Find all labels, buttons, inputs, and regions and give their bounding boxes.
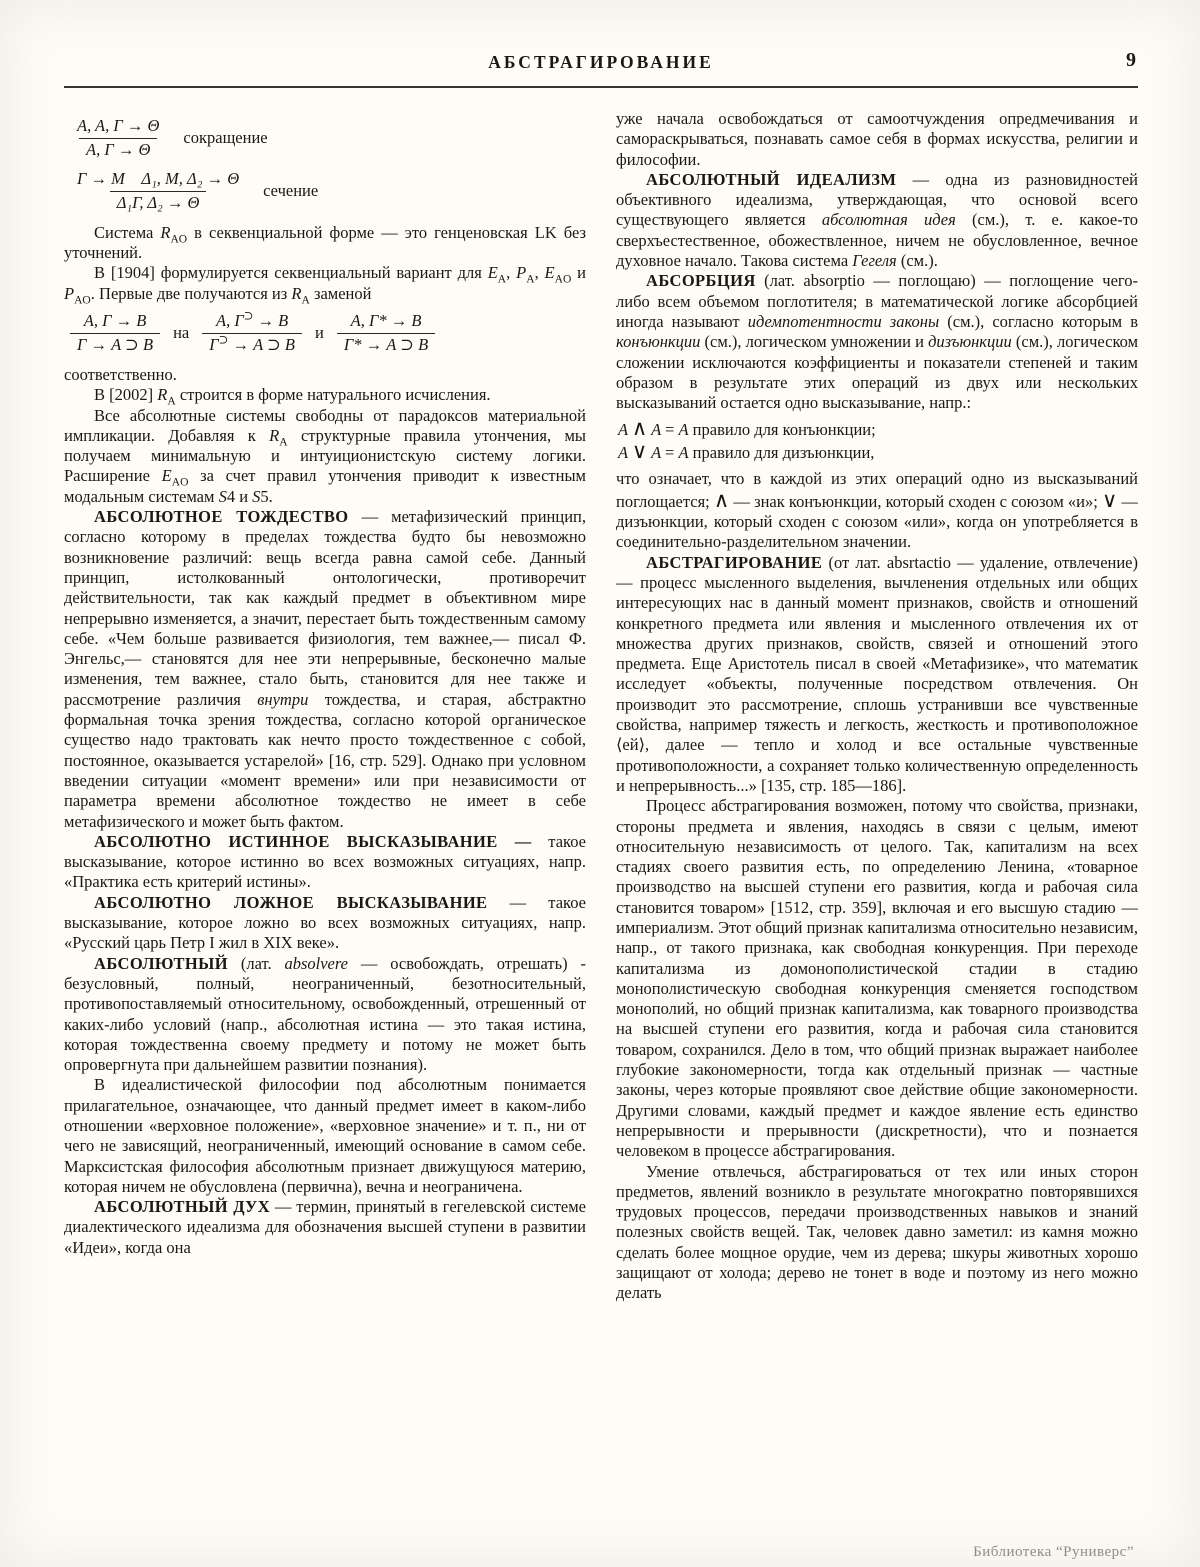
text-run: R <box>157 385 168 405</box>
fraction <box>70 117 166 160</box>
headword-text: АБСТРАГИРОВАНИЕ <box>646 552 823 572</box>
paragraph-abstraction-process <box>616 796 1138 1161</box>
text-run: A <box>678 443 689 463</box>
paragraph-absorption-meaning <box>616 469 1138 552</box>
text-run: правило для конъюнкции; <box>688 420 876 440</box>
text-run: A <box>647 420 666 440</box>
text-run: и <box>571 263 586 283</box>
text-run: Γ <box>209 335 219 355</box>
formula-connector: и <box>315 323 324 343</box>
text-run: A, Γ → Θ <box>86 139 151 159</box>
text-run: → B <box>253 311 289 331</box>
formula-connector: на <box>173 323 190 343</box>
text-run: A <box>618 443 632 463</box>
library-watermark: Библиотека “Руниверс” <box>973 1544 1134 1560</box>
text-run: за счет правил утончения приводит к известным модальным системам <box>64 466 586 506</box>
text-run: (лат. <box>227 953 285 973</box>
text-run: что означает, что в каждой из этих операций одно из высказываний поглощается; <box>616 469 1138 511</box>
text-run: заменой <box>309 283 372 303</box>
text-run: — такое высказывание, которое ложно во всех возможных ситуациях, напр. «Русский царь Петр I жил в XIX веке». <box>64 892 586 953</box>
text-run: = <box>665 420 679 440</box>
page-number: 9 <box>1126 49 1136 71</box>
paragraph-1904-variant <box>64 263 586 307</box>
formula-label: сокращение <box>183 128 268 148</box>
text-run: absolvere <box>284 953 348 973</box>
text-run: A <box>647 443 666 463</box>
entry-absolute-identity <box>64 507 586 832</box>
text-run: дизъюнкции <box>928 332 1012 352</box>
text-run: A <box>301 294 310 307</box>
text-run: (см.), т. е. какое-то сверхъестественное, обожествленное, ничем не обусловленное, вечное духовное начало. Такова система <box>616 210 1138 271</box>
text-run: E <box>544 263 555 283</box>
text-run: . Первые две получаются из <box>90 283 292 303</box>
text-run: В [2002] <box>94 385 158 405</box>
formula-contraction <box>70 117 586 160</box>
text-run: ∨ <box>631 439 648 464</box>
paragraph-idealism-absolute <box>64 1075 586 1197</box>
text-run: R <box>291 283 302 303</box>
fraction-denominator <box>70 333 160 355</box>
text-run: A <box>618 420 632 440</box>
text-run: = <box>665 443 679 463</box>
text-run: такое высказывание, которое истинно во всех возможных ситуациях, напр. «Практика есть критерий истины». <box>64 831 586 892</box>
equation-line <box>618 418 1138 441</box>
text-run: (см.). <box>896 251 938 271</box>
fraction-numerator <box>77 312 154 333</box>
text-run: AO <box>554 273 572 286</box>
text-run: AO <box>170 233 188 246</box>
text-run: 5. <box>260 486 273 506</box>
text-run: — термин, принятый в гегелевской системе диалектического идеализма для обозначения высшей ступени в развитии «Идеи», когда она <box>64 1197 586 1257</box>
text-run: (лат. absorptio — поглощаю) — поглощение чего-либо всем объемом поглотителя; в математической логике абсорбцией иногда называют <box>616 271 1138 331</box>
text-run: AO <box>74 294 91 307</box>
fraction-numerator <box>70 170 246 191</box>
text-run: E <box>487 263 498 283</box>
text-columns <box>64 109 1138 1541</box>
text-run: A, A, Γ → Θ <box>77 116 160 135</box>
text-run: правило для дизъюнкции, <box>688 443 875 463</box>
fraction <box>337 312 435 355</box>
text-run: (см.), логическом сложении исключаются коэффициенты и показатели степеней и таким образом в результате этих операций из двух или нескольких высказываний остается одно высказывание, напр.: <box>616 332 1138 413</box>
formula-label: сечение <box>263 181 319 201</box>
text-run: идемпотентности законы <box>747 311 940 331</box>
entry-absolute-idealism <box>616 170 1138 271</box>
entry-absolute <box>64 954 586 1076</box>
text-run: структурные правила утончения, мы получаем минимальную и интуиционистскую систему логики. Расширение <box>64 425 586 486</box>
headword-text: АБСОЛЮТНЫЙ ДУХ <box>94 1197 271 1217</box>
fraction <box>70 170 246 213</box>
headword-text: АБСОЛЮТНЫЙ <box>94 953 228 973</box>
text-run: A <box>497 273 507 286</box>
text-run: , <box>534 263 545 283</box>
text-run: R <box>160 222 171 242</box>
text-run: Гегеля <box>852 251 897 271</box>
text-run: P <box>64 283 75 303</box>
text-run: A <box>167 395 176 408</box>
formula-cut <box>70 170 586 213</box>
entry-absolutely-true-statement <box>64 832 586 893</box>
headword-text: АБСОЛЮТНО ЛОЖНОЕ ВЫСКАЗЫВАНИЕ <box>94 892 488 912</box>
entry-absolutely-false-statement <box>64 893 586 954</box>
text-run: A <box>279 436 288 449</box>
paragraph-abstraction-skill <box>616 1162 1138 1304</box>
fraction-denominator <box>202 333 302 355</box>
text-run: в секвенциальной форме — это генценовская LK без уточнений. <box>64 222 586 263</box>
text-run: (от лат. absrtactio — удаление, отвлечение) — процесс мысленного выделения, вычленения отдельных или общих интересующих нас в данный момент признаков, свойств и отношений конкретного предмета или явления и мысленного отвлечения их от множества других признаков, свойств, связей и отношений этого предмета. Еще Аристотель писал в своей «Метафизике», что математик исследует «объекты, полученные посредством отвлечения. Он производит это рассмотрение, сплошь устранивши все чувственные свойства, например тяжесть и легкость, жесткость и противоположное ⟨ей⟩, далее — тепло и холод и все остальные чувственные противоположности, а сохраняет только количественную определенность и непрерывность...» [135, стр. 185—186]. <box>616 552 1138 795</box>
paragraph-continuation-absolute-spirit <box>616 109 1138 170</box>
fraction <box>202 312 302 355</box>
equation-line <box>618 441 1138 464</box>
headword-text: АБСОЛЮТНО ИСТИННОЕ ВЫСКАЗЫВАНИЕ — <box>94 831 532 851</box>
running-header <box>64 49 1138 88</box>
text-run: A, Γ → B <box>83 311 147 331</box>
text-run: Γ → A ⊃ B <box>77 335 154 355</box>
text-run: — освобождать, отрешать) - безусловный, полный, неограниченный, безотносительный, противопоставляемый относительному, освобожденный, отрешенный от каких-либо условий (напр., абсолютная истина — это такая истина, которая тождественна своему предмету и потому не может быть опровергнута при дальнейшем развитии познания). <box>64 953 586 1075</box>
text-run: абсолютная идея <box>821 210 956 230</box>
page-title: АБСТРАГИРОВАНИЕ <box>488 52 714 72</box>
text-run: A, Γ <box>215 311 244 331</box>
text-run: ∨ <box>1101 487 1118 512</box>
text-run: — дизъюнкции, который сходен с союзом «или», когда он употребляется в соединительно-разделительном значении. <box>616 491 1138 552</box>
text-run: — одна из разновидностей объективного идеализма, утверждающая, что основой всего существующего является <box>616 169 1138 230</box>
text-run: — знак конъюнкции, который сходен с союзом «и»; <box>729 491 1102 511</box>
fraction-numerator <box>344 312 429 333</box>
text-run: ∧ <box>631 416 648 441</box>
text-run: тождества, и старая, абстрактно формальная точка зрения тождества, согласно которой органическое существо надо трактовать как нечто просто тождественное с собой, постоянное, оказывается устарелой» [16, стр. 529]. Однако при условном введении ситуации «момент времени» или при независимости от параметра времени абсолютное тождество не имеет в себе метафизического и может быть фактом. <box>64 689 586 831</box>
fraction-denominator <box>337 333 435 355</box>
entry-absorption <box>616 271 1138 413</box>
text-run: AO <box>171 476 189 489</box>
column-right <box>616 109 1138 1541</box>
paragraph-2002-natural <box>64 385 586 408</box>
text-run: — метафизический принцип, согласно которому в пределах тождества будто бы невозможно возникновение различий: вещь всегда равна самой себе. Данный принцип, истолкованный онтологически, противоречит действительности, так как каждый предмет в объективном мире непрерывно изменяется, а значит, перестает быть тождественным самому себе. «Чем больше развивается физиология, тем важнее,— писал Ф. Энгельс,— становятся для нее эти непрерывные, бесконечно малые изменения, тем важнее, стало быть, становится для нее также и рассмотрение различия <box>64 507 586 709</box>
paragraph-system-rao <box>64 223 586 264</box>
text-run: (см.), логическом умножении и <box>700 332 929 352</box>
text-run: конъюнкции <box>616 332 701 352</box>
text-run: , <box>506 263 517 283</box>
text-run: строится в форме натурального исчисления. <box>175 385 491 405</box>
text-run: ∧ <box>713 487 730 512</box>
fraction-denominator <box>79 138 157 160</box>
text-run: P <box>516 263 527 283</box>
text-run: R <box>269 425 280 445</box>
formula-replacement-row <box>70 312 586 355</box>
text-run: Γ* → A ⊃ B <box>343 335 429 355</box>
fraction-denominator <box>110 191 207 213</box>
fraction-numerator <box>209 312 295 333</box>
text-run: S <box>218 486 227 506</box>
text-run: Γ → M Δ₁, M, Δ₂ → Θ <box>77 168 240 188</box>
text-run: Система <box>94 222 161 242</box>
text-run: Все абсолютные системы свободны от парадоксов материальной импликации. Добавляя к <box>64 405 586 445</box>
text-run: ⊃ <box>218 334 229 347</box>
text-run: уже начала освобождаться от самоотчуждения опредмечивания и самораскрываться, познавать самое себя в формах искусства, религии и философии. <box>616 109 1138 169</box>
equation-absorption-rules <box>618 418 1138 464</box>
entry-abstraction <box>616 553 1138 797</box>
headword-text: АБСОРБЦИЯ <box>646 271 756 291</box>
text-run: (см.), согласно которым в <box>939 311 1138 331</box>
text-run: E <box>161 466 172 486</box>
text-run: → A ⊃ B <box>228 335 295 355</box>
headword-text: АБСОЛЮТНЫЙ ИДЕАЛИЗМ <box>646 169 897 189</box>
text-run: A <box>526 273 535 286</box>
headword-text: АБСОЛЮТНОЕ ТОЖДЕСТВО <box>94 507 349 527</box>
text-run: В идеалистической философии под абсолютным понимается прилагательное, означающее, что данный предмет имеет в каком-либо отношении «верховное положение», «верховное значение» и т. п., ни от чего не зависящий, неограниченный, имеющий основание в самом себе. Марксистская философия абсолютным признает движущуюся материю, которая ничем не обусловлена (первична), вечна и неограничена. <box>64 1075 586 1196</box>
paragraph-respectively <box>64 365 586 385</box>
text-run: 4 и <box>226 486 253 506</box>
entry-absolute-spirit <box>64 1197 586 1258</box>
fraction <box>70 312 160 355</box>
text-run: ⊃ <box>243 310 254 323</box>
column-left <box>64 109 586 1541</box>
fraction-numerator <box>70 117 166 138</box>
text-run: A <box>678 420 689 440</box>
text-run: Δ₁Γ, Δ₂ → Θ <box>116 192 200 212</box>
paragraph-absolute-systems <box>64 406 586 507</box>
text-run: Процесс абстрагирования возможен, потому что свойства, признаки, стороны предмета и явления, находясь в связи с целым, имеют относительную независимость от целого. Так, капитализм на всех стадиях своего развития есть, по определению Ленина, «товарное производство на высшей ступени его развития, когда и рабочая сила становится товаром» [1512, стр. 359], включая и его высшую стадию — империализм. Этот общий признак капитализма относительно независим, напр., от такого признака, как свободная конкуренция. При переходе капитализма из домонополистической стадии в стадию монополистическую свободная конкуренция сменяется господством монополий, но общий признак капитализма, как товарного производства на высшей ступени его развития, когда и рабочая сила становится товаром, сохранился. Дело в том, что общий признак выражает наиболее глубокие закономерности, тогда как отдельный признак — частные законы, через которые проявляют свое действие общие закономерности. Другими словами, каждый предмет и каждое явление есть единство непрерывности и прерывности (дискретности), что и познается человеком в процессе абстрагирования. <box>616 796 1138 1161</box>
text-run: внутри <box>257 689 309 709</box>
text-run: соответственно. <box>64 365 177 384</box>
text-run: В [1904] формулируется секвенциальный вариант для <box>94 263 488 283</box>
text-run: S <box>252 486 261 506</box>
text-run: Умение отвлечься, абстрагироваться от тех или иных сторон предметов, явлений возникло в результате многократно повторявшихся трудовых процессов, передачи производственных навыков и знаний полезных свойств вещей. Так, человек давно заметил: из камня можно сделать более мощное орудие, чем из дерева; шкуры животных хорошо защищают от холода; дерево не тонет в воде и поэтому из него можно делать <box>616 1161 1138 1303</box>
text-run: A, Γ* → B <box>350 311 422 331</box>
